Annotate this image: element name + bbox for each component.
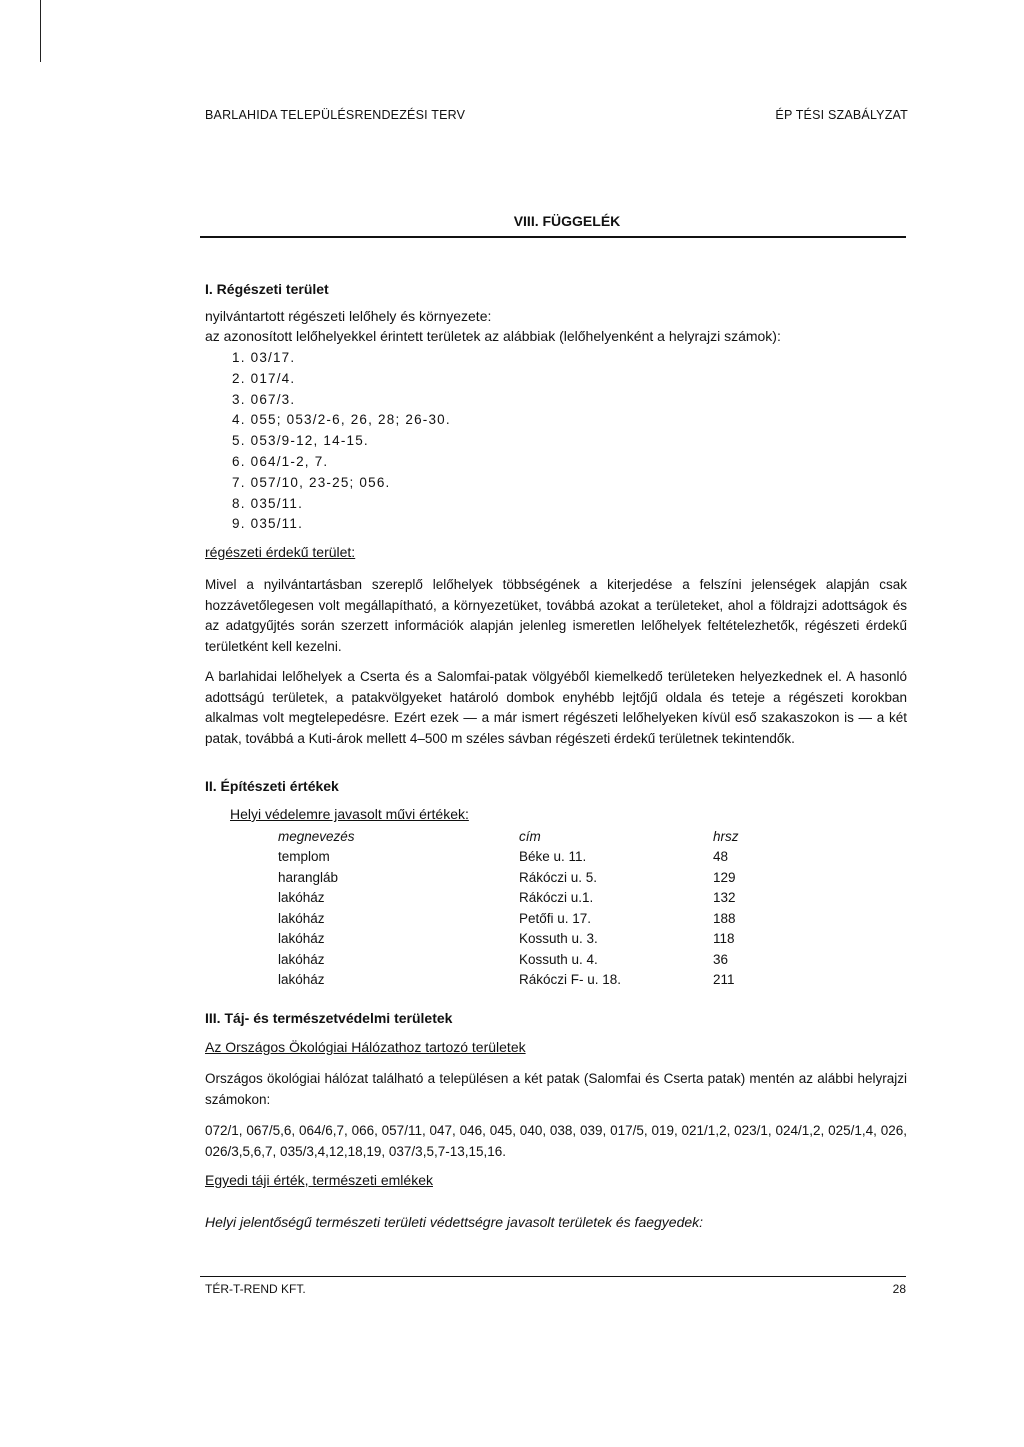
list-item: 5. 053/9-12, 14-15. (232, 433, 369, 449)
cell-address: Kossuth u. 4. (519, 951, 598, 967)
page-number: 28 (892, 1282, 906, 1296)
cell-hrsz: 188 (713, 910, 736, 926)
part3-subheading-1: Az Országos Ökológiai Hálózathoz tartozó területek (205, 1039, 526, 1055)
list-item: 1. 03/17. (232, 350, 296, 365)
cell-address: Petőfi u. 17. (519, 910, 592, 926)
cell-name: lakóház (278, 951, 325, 967)
cell-hrsz: 129 (713, 869, 736, 885)
part1-intro-1: nyilvántartott régészeti lelőhely és környezete: (205, 308, 492, 324)
list-item: 8. 035/11. (232, 495, 304, 511)
list-item: 6. 064/1-2, 7. (232, 453, 329, 469)
scan-mark (40, 0, 41, 62)
part1-intro-2: az azonosított lelőhelyekkel érintett területek az alábbiak (lelőhelyenként a helyrajzi számok): (205, 328, 781, 344)
cell-hrsz: 36 (713, 951, 729, 967)
part3-paragraph-1: Országos ökológiai hálózat található a településen a két patak (Salomfai és Cserta patak) mentén az alábbi helyrajzi számokon: (205, 1071, 907, 1107)
part2-subheading: Helyi védelemre javasolt művi értékek: (230, 806, 469, 822)
cell-name: lakóház (278, 890, 325, 906)
cell-name: lakóház (278, 910, 325, 926)
part1-heading: I. Régészeti terület (205, 281, 329, 297)
section-title: VIII. FÜGGELÉK (513, 213, 621, 229)
part3-italic-line: Helyi jelentőségű természeti területi védettségre javasolt területek és faegyedek: (205, 1214, 704, 1230)
cell-address: Rákóczi u. 5. (519, 869, 598, 885)
part3-paragraph-2: 072/1, 067/5,6, 064/6,7, 066, 057/11, 047, 046, 045, 040, 038, 039, 017/5, 019, 021/1,2, 023/1, 024/1,2, 025/1,4, 026, 026/3,5,6,7, 035/3,4,12,18,19, 037/3,5,7-13,15,16. (205, 1123, 907, 1159)
list-item: 2. 017/4. (232, 370, 296, 386)
header-title-right: ÉP TÉSI SZABÁLYZAT (775, 108, 908, 122)
list-item: 7. 057/10, 23-25; 056. (232, 474, 391, 490)
part1-paragraph-2: A barlahidai lelőhelyek a Cserta és a Salomfai-patak völgyéből kiemelkedő területeken helyezkednek el. A hasonló adottságú területek, a patakvölgyeket határoló dombok enyhébb lejtőjű oldala és teteje a régészeti korokban alkalmas volt megtelepedésre. Ezért ezek — a már ismert régészeti lelőhelyeken kívül eső szakaszokon is — a két patak, továbbá a Kuti-árok mellett 4–500 m széles sávban régészeti érdekű területnek tekintendők. (205, 669, 907, 746)
cell-name: harangláb (278, 869, 339, 885)
cell-address: Rákóczi F- u. 18. (519, 972, 622, 988)
cell-name: templom (278, 849, 330, 865)
header-title-left: BARLAHIDA TELEPÜLÉSRENDEZÉSI TERV (205, 108, 466, 122)
parcel-list (232, 350, 451, 537)
table-row (278, 970, 773, 991)
table-header-row (278, 826, 773, 847)
part3-subheading-2: Egyedi táji érték, természeti emlékek (205, 1172, 433, 1188)
cell-address: Béke u. 11. (519, 849, 587, 865)
cell-hrsz: 48 (713, 849, 729, 865)
footer-company: TÉR-T-REND KFT. (205, 1282, 306, 1296)
list-item: 4. 055; 053/2-6, 26, 28; 26-30. (232, 412, 451, 428)
list-item: 3. 067/3. (232, 391, 296, 407)
part3-heading: III. Táj- és természetvédelmi területek (205, 1010, 453, 1026)
cell-address: Rákóczi u.1. (519, 890, 594, 906)
table-row (278, 888, 773, 909)
part1-subheading: régészeti érdekű terület: (205, 544, 356, 560)
table-row (278, 847, 773, 868)
cell-name: lakóház (278, 972, 325, 988)
section-divider (200, 236, 906, 238)
protected-works-table (278, 826, 773, 990)
cell-address: Kossuth u. 3. (519, 931, 598, 947)
table-row (278, 867, 773, 888)
part1-paragraph-1: Mivel a nyilvántartásban szereplő lelőhelyek többségének a kiterjedése a felszíni jelenségek alapján csak hozzávetőlegesen volt megállapítható, a környezetüket, továbbá azokat a területeket, ahol a földrajzi adottságok és az adatgyűjtés során szerzett információk alapján jelenleg ismeretlen lelőhelyek feltételezhetők, régészeti érdekű területként kell kezelni. (205, 577, 907, 654)
table-row (278, 908, 773, 929)
column-header-address: cím (519, 828, 541, 844)
column-header-name: megnevezés (278, 828, 355, 844)
cell-hrsz: 132 (713, 890, 736, 906)
cell-hrsz: 118 (713, 931, 735, 947)
cell-name: lakóház (278, 931, 325, 947)
list-item: 9. 035/11. (232, 516, 304, 532)
cell-hrsz: 211 (713, 972, 735, 988)
footer-divider (200, 1276, 906, 1277)
column-header-hrsz: hrsz (713, 828, 739, 844)
part2-heading: II. Építészeti értékek (205, 778, 339, 794)
table-row (278, 949, 773, 970)
table-row (278, 929, 773, 950)
